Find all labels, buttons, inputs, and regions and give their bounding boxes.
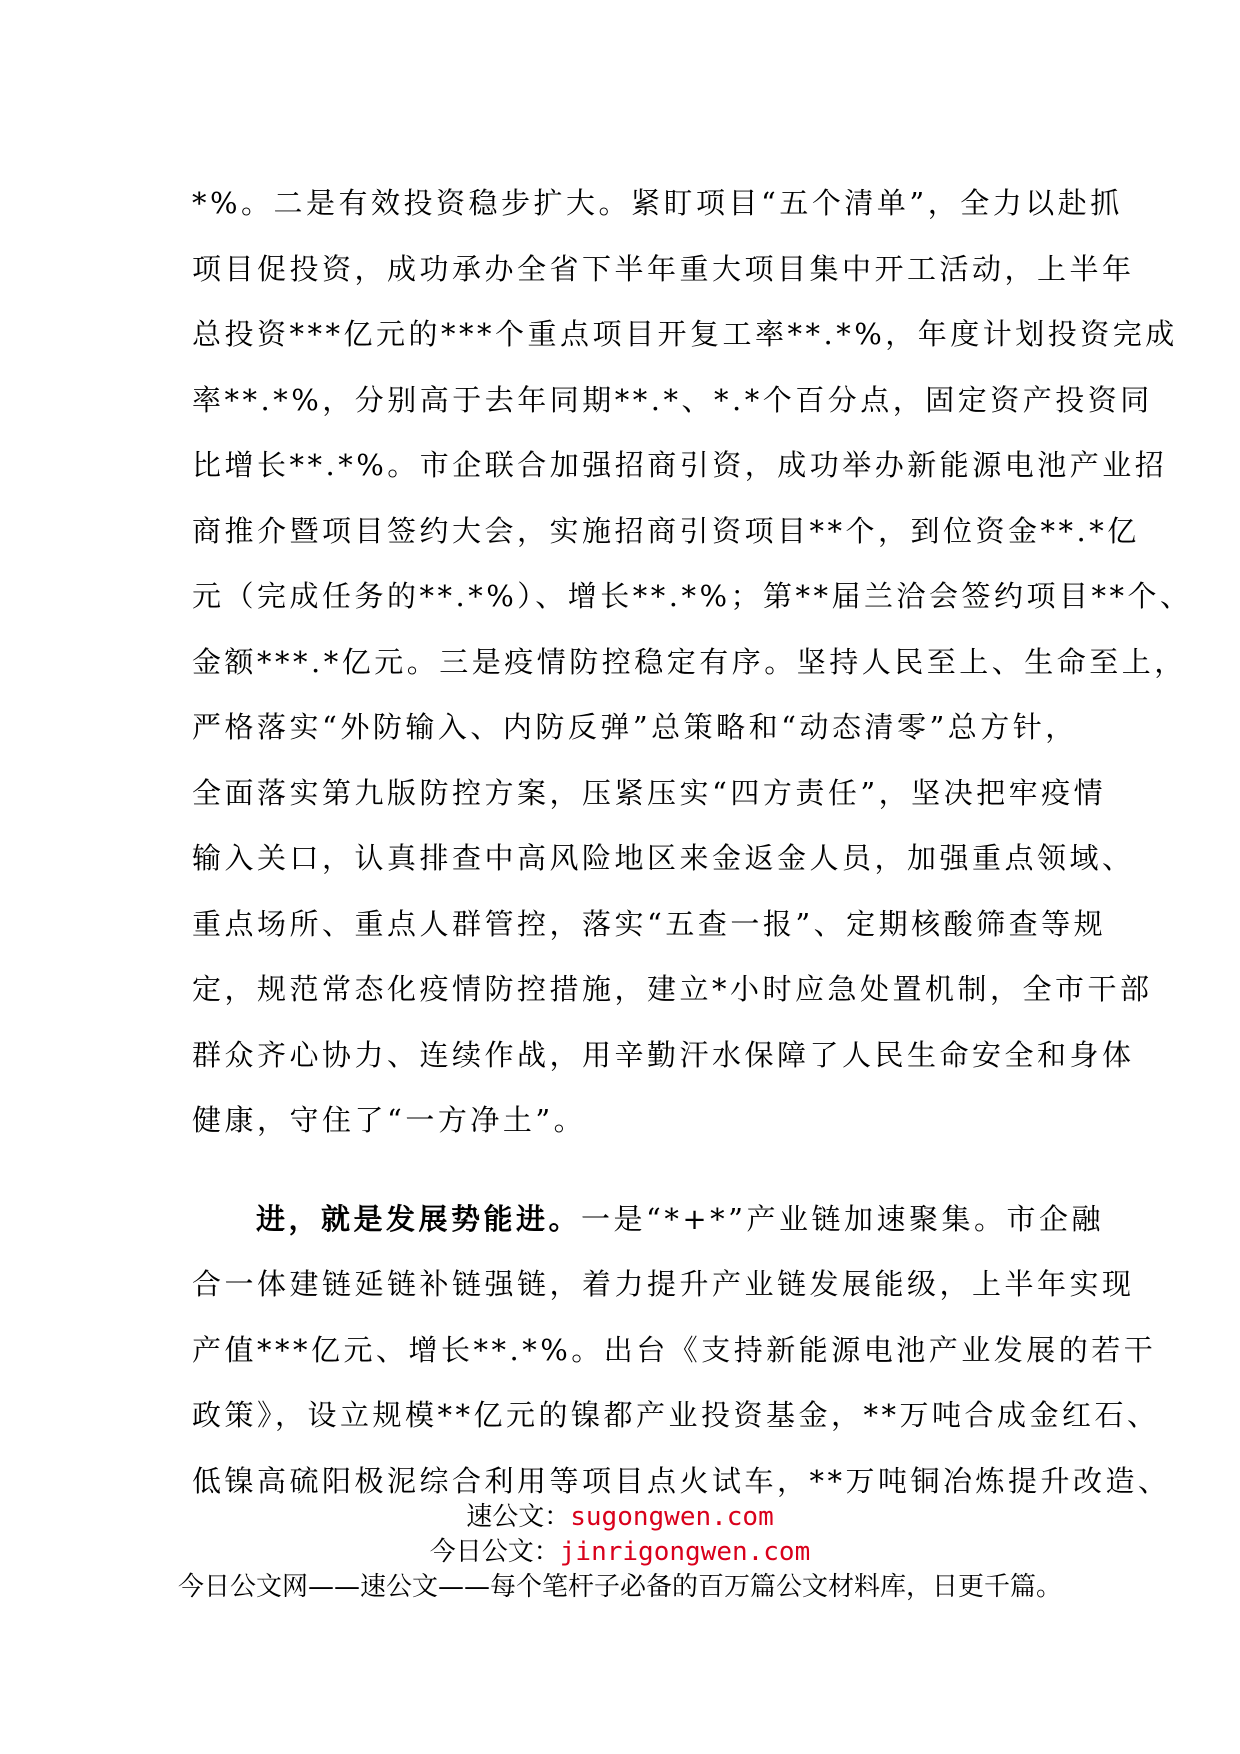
document-body [192,171,1193,1514]
text-line: 群众齐心协力、连续作战，用辛勤汗水保障了人民生命安全和身体 [192,1037,1135,1072]
text-line: 定，规范常态化疫情防控措施，建立*小时应急处置机制，全市干部 [192,972,1153,1006]
text-line: 健康，守住了“一方净土”。 [192,1103,587,1137]
text-line: 率**.*%，分别高于去年同期**.*、*.*个百分点，固定资产投资同 [192,382,1153,417]
text-line [192,1187,1104,1253]
text-line: 重点场所、重点人群管控，落实“五查一报”、定期核酸筛查等规 [192,906,1107,941]
paragraph-gap [192,1154,1072,1187]
text-line: 项目促投资，成功承办全省下半年重大项目集中开工活动，上半年 [192,251,1135,286]
sugongwen-link[interactable]: sugongwen.com [570,1502,774,1532]
text-line: 低镍高硫阳极泥综合利用等项目点火试车，**万吨铜冶炼提升改造、 [192,1463,1171,1498]
text-line: 比增长**.*%。市企联合加强招商引资，成功举办新能源电池产业招 [192,448,1168,482]
footer-slogan: 今日公文网——速公文——每个笔杆子必备的百万篇公文材料库，日更千篇。 [177,1572,1062,1602]
paragraph-1 [192,171,1193,1154]
footer-line-sugongwen [0,1500,1240,1534]
text-line: *%。二是有效投资稳步扩大。紧盯项目“五个清单”，全力以赴抓 [192,186,1123,220]
text-line: 元（完成任务的**.*%）、增长**.*%；第**届兰洽会签约项目**个、 [192,579,1193,613]
paragraph-first-line-text: 一是“*+*”产业链加速聚集。市企融 [581,1201,1104,1236]
text-line: 总投资***亿元的***个重点项目开复工率**.*%，年度计划投资完成 [192,317,1178,351]
paragraph-lead-heading: 进，就是发展势能进。 [256,1201,582,1236]
text-line: 金额***.*亿元。三是疫情防控稳定有序。坚持人民至上、生命至上， [192,644,1187,679]
text-line: 政策》，设立规模**亿元的镍都产业投资基金，**万吨合成金红石、 [192,1398,1160,1432]
jinrigongwen-link[interactable]: jinrigongwen.com [559,1537,811,1567]
text-line: 产值***亿元、增长**.*%。出台《支持新能源电池产业发展的若干 [192,1332,1157,1367]
footer-label: 速公文： [466,1502,571,1532]
text-line: 合一体建链延链补链强链，着力提升产业链发展能级，上半年实现 [192,1267,1135,1301]
text-line: 全面落实第九版防控方案，压紧压实“四方责任”，坚决把牢疫情 [192,775,1107,810]
text-line: 输入关口，认真排查中高风险地区来金返金人员，加强重点领域、 [192,841,1135,875]
paragraph-2 [192,1187,1171,1515]
text-line: 商推介暨项目签约大会，实施招商引资项目**个，到位资金**.*亿 [192,513,1140,548]
text-line: 严格落实“外防输入、内防反弹”总策略和“动态清零”总方针， [192,710,1078,744]
footer-line-jinrigongwen [0,1535,1240,1569]
footer-label: 今日公文： [429,1537,560,1567]
